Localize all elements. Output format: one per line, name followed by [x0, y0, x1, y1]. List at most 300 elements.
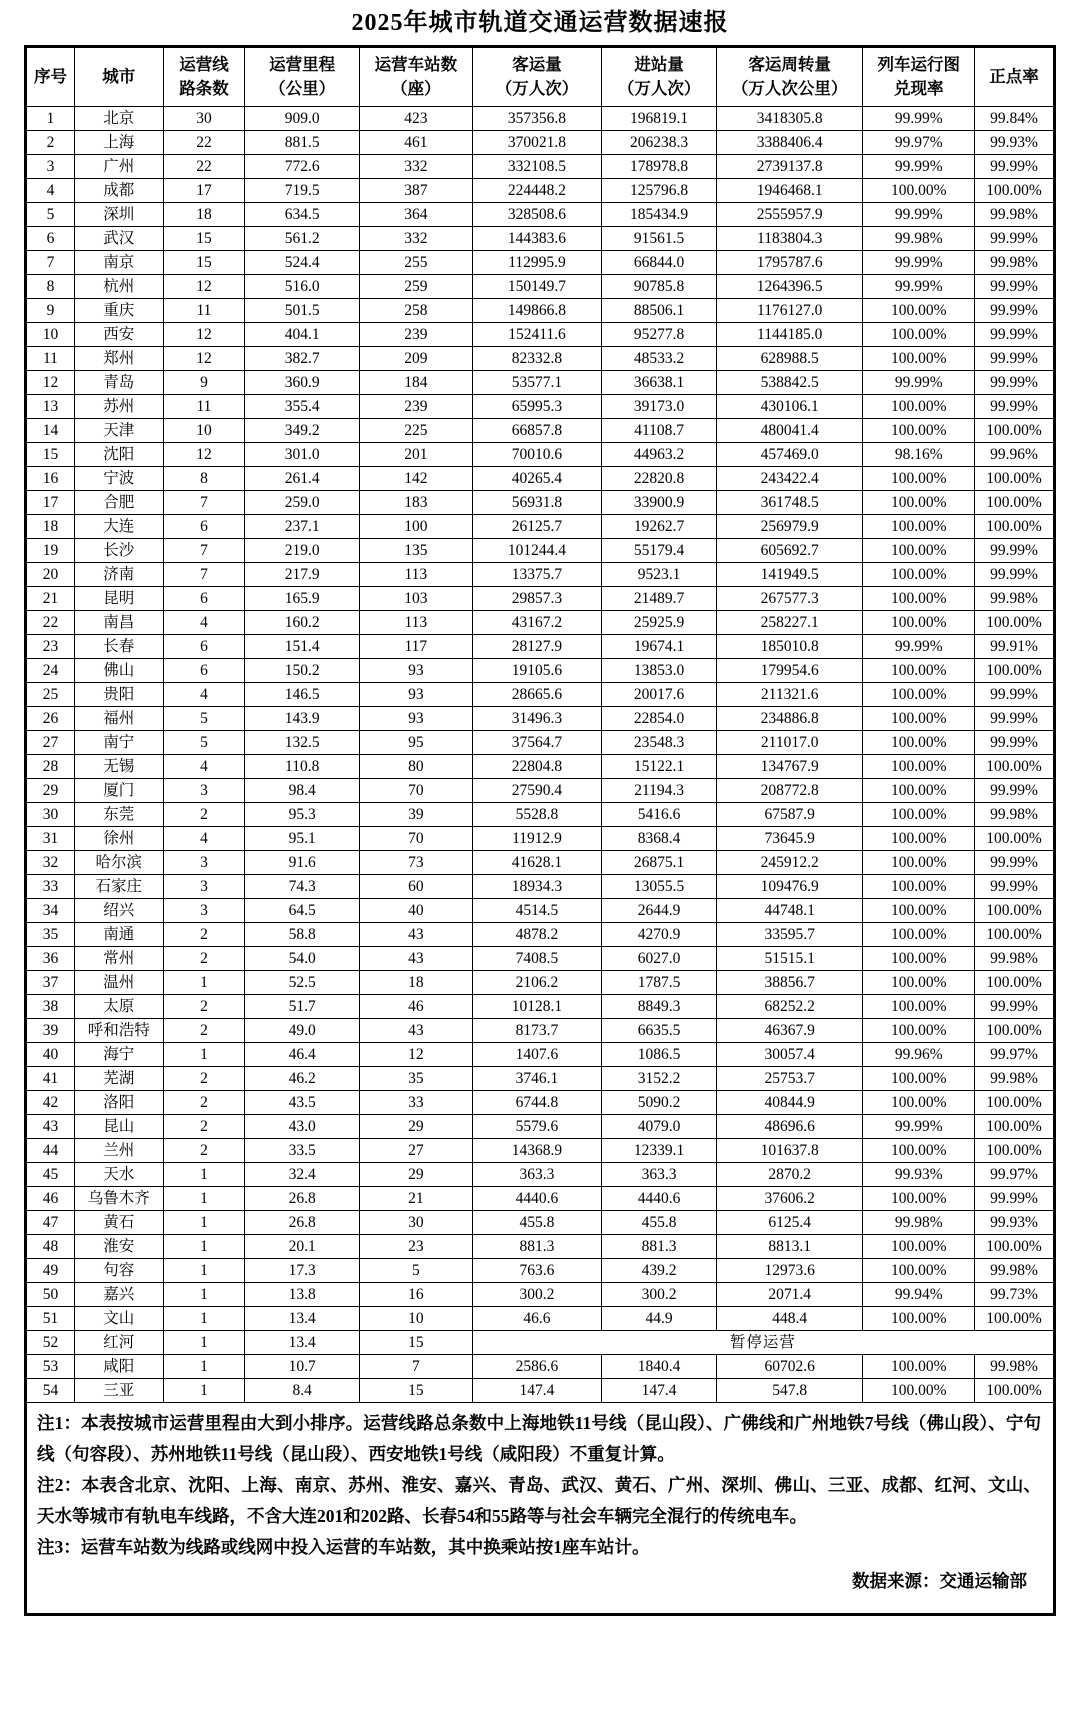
table-cell: 1183804.3 — [716, 227, 863, 251]
table-cell: 561.2 — [245, 227, 360, 251]
table-cell: 21194.3 — [602, 779, 717, 803]
table-cell: 73645.9 — [716, 827, 863, 851]
table-cell: 20.1 — [245, 1235, 360, 1259]
table-cell: 42 — [26, 1091, 75, 1115]
table-row — [26, 299, 1055, 323]
table-cell: 54 — [26, 1379, 75, 1403]
table-cell: 37 — [26, 971, 75, 995]
table-cell: 364 — [359, 203, 472, 227]
table-cell: 184 — [359, 371, 472, 395]
table-cell: 142 — [359, 467, 472, 491]
table-cell: 2071.4 — [716, 1283, 863, 1307]
table-cell: 382.7 — [245, 347, 360, 371]
table-cell: 1 — [163, 1307, 245, 1331]
table-cell: 35 — [359, 1067, 472, 1091]
table-cell: 厦门 — [74, 779, 163, 803]
table-cell: 43 — [359, 947, 472, 971]
table-cell: 100.00% — [863, 395, 975, 419]
table-cell: 5090.2 — [602, 1091, 717, 1115]
table-cell: 99.99% — [975, 563, 1055, 587]
table-cell: 41 — [26, 1067, 75, 1091]
table-cell: 48696.6 — [716, 1115, 863, 1139]
table-cell: 1 — [163, 1379, 245, 1403]
table-cell: 40 — [26, 1043, 75, 1067]
table-cell: 99.99% — [975, 275, 1055, 299]
table-cell: 24 — [26, 659, 75, 683]
table-cell: 185434.9 — [602, 203, 717, 227]
table-cell: 32.4 — [245, 1163, 360, 1187]
table-cell: 温州 — [74, 971, 163, 995]
table-cell: 1264396.5 — [716, 275, 863, 299]
table-row — [26, 323, 1055, 347]
table-cell: 100.00% — [863, 1019, 975, 1043]
table-cell: 99.97% — [975, 1163, 1055, 1187]
table-row — [26, 179, 1055, 203]
table-cell: 100.00% — [863, 179, 975, 203]
table-cell: 209 — [359, 347, 472, 371]
table-cell: 7408.5 — [472, 947, 602, 971]
table-cell: 11912.9 — [472, 827, 602, 851]
table-cell: 10.7 — [245, 1355, 360, 1379]
table-cell: 763.6 — [472, 1259, 602, 1283]
table-cell: 82332.8 — [472, 347, 602, 371]
table-cell: 100.00% — [975, 1235, 1055, 1259]
table-cell: 20 — [26, 563, 75, 587]
table-cell: 5 — [163, 707, 245, 731]
table-cell: 1 — [163, 1187, 245, 1211]
table-cell: 261.4 — [245, 467, 360, 491]
table-cell: 17 — [26, 491, 75, 515]
table-cell: 12 — [163, 443, 245, 467]
table-cell: 49.0 — [245, 1019, 360, 1043]
table-cell: 无锡 — [74, 755, 163, 779]
table-cell: 3418305.8 — [716, 107, 863, 131]
table-cell: 2 — [163, 947, 245, 971]
table-cell: 99.99% — [975, 155, 1055, 179]
table-row — [26, 947, 1055, 971]
table-cell: 355.4 — [245, 395, 360, 419]
table-cell: 2 — [163, 1139, 245, 1163]
table-cell: 26 — [26, 707, 75, 731]
table-cell: 99.98% — [975, 947, 1055, 971]
table-cell: 100.00% — [863, 1187, 975, 1211]
table-cell: 17.3 — [245, 1259, 360, 1283]
table-cell: 100.00% — [863, 659, 975, 683]
table-cell: 4 — [163, 827, 245, 851]
table-cell: 52 — [26, 1331, 75, 1355]
table-cell: 423 — [359, 107, 472, 131]
table-cell: 217.9 — [245, 563, 360, 587]
table-cell: 6 — [163, 659, 245, 683]
table-cell: 1086.5 — [602, 1043, 717, 1067]
table-cell: 15122.1 — [602, 755, 717, 779]
table-cell: 昆明 — [74, 587, 163, 611]
table-cell: 99.99% — [975, 227, 1055, 251]
table-cell: 12 — [26, 371, 75, 395]
table-cell: 99.97% — [863, 131, 975, 155]
col-header-6: 客运量 （万人次） — [472, 47, 602, 107]
table-cell: 100.00% — [975, 491, 1055, 515]
table-cell: 6635.5 — [602, 1019, 717, 1043]
table-cell: 100.00% — [863, 515, 975, 539]
table-cell: 100.00% — [863, 803, 975, 827]
table-row — [26, 803, 1055, 827]
table-cell: 贵阳 — [74, 683, 163, 707]
table-cell: 100.00% — [863, 491, 975, 515]
table-cell: 13.4 — [245, 1331, 360, 1355]
col-header-5: 运营车站数 （座） — [359, 47, 472, 107]
table-row — [26, 1187, 1055, 1211]
table-cell: 363.3 — [602, 1163, 717, 1187]
table-cell: 40844.9 — [716, 1091, 863, 1115]
table-row — [26, 1091, 1055, 1115]
table-cell: 12 — [163, 347, 245, 371]
table-cell: 石家庄 — [74, 875, 163, 899]
table-cell: 2 — [163, 803, 245, 827]
table-cell: 44 — [26, 1139, 75, 1163]
table-cell: 224448.2 — [472, 179, 602, 203]
table-cell: 100.00% — [863, 875, 975, 899]
table-cell: 11 — [163, 395, 245, 419]
table-cell: 99.99% — [975, 875, 1055, 899]
table-cell: 15 — [26, 443, 75, 467]
table-cell: 30057.4 — [716, 1043, 863, 1067]
table-cell: 100.00% — [863, 1139, 975, 1163]
table-cell: 99.98% — [975, 203, 1055, 227]
table-cell: 兰州 — [74, 1139, 163, 1163]
table-cell: 12339.1 — [602, 1139, 717, 1163]
table-row — [26, 491, 1055, 515]
suspended-operation-cell: 暂停运营 — [472, 1331, 1054, 1355]
table-cell: 225 — [359, 419, 472, 443]
table-cell: 6 — [163, 587, 245, 611]
table-cell: 8 — [163, 467, 245, 491]
note-line: 注1：本表按城市运营里程由大到小排序。运营线路总条数中上海地铁11号线（昆山段）、广佛线和广州地铁7号线（佛山段）、宁句线（句容段）、苏州地铁11号线（昆山段）、西安地铁1号线（咸阳段）不重复计算。 — [37, 1413, 1041, 1464]
table-row — [26, 923, 1055, 947]
table-cell: 芜湖 — [74, 1067, 163, 1091]
table-row — [26, 1355, 1055, 1379]
table-cell: 100.00% — [863, 1307, 975, 1331]
table-cell: 14 — [26, 419, 75, 443]
table-cell: 160.2 — [245, 611, 360, 635]
table-cell: 99.98% — [975, 251, 1055, 275]
table-cell: 152411.6 — [472, 323, 602, 347]
table-cell: 66844.0 — [602, 251, 717, 275]
table-cell: 22804.8 — [472, 755, 602, 779]
table-cell: 4270.9 — [602, 923, 717, 947]
table-cell: 26.8 — [245, 1187, 360, 1211]
table-row — [26, 1259, 1055, 1283]
table-cell: 1 — [163, 1259, 245, 1283]
table-cell: 48533.2 — [602, 347, 717, 371]
table-cell: 15 — [359, 1379, 472, 1403]
table-cell: 常州 — [74, 947, 163, 971]
table-cell: 480041.4 — [716, 419, 863, 443]
table-cell: 43 — [26, 1115, 75, 1139]
table-cell: 134767.9 — [716, 755, 863, 779]
table-cell: 387 — [359, 179, 472, 203]
table-cell: 360.9 — [245, 371, 360, 395]
table-cell: 1840.4 — [602, 1355, 717, 1379]
table-cell: 99.98% — [975, 587, 1055, 611]
table-cell: 178978.8 — [602, 155, 717, 179]
table-cell: 23548.3 — [602, 731, 717, 755]
table-cell: 太原 — [74, 995, 163, 1019]
table-cell: 48 — [26, 1235, 75, 1259]
table-cell: 51 — [26, 1307, 75, 1331]
table-cell: 99.97% — [975, 1043, 1055, 1067]
table-cell: 3 — [163, 851, 245, 875]
table-cell: 99.99% — [863, 371, 975, 395]
table-cell: 99.99% — [975, 1187, 1055, 1211]
table-cell: 39 — [26, 1019, 75, 1043]
table-cell: 武汉 — [74, 227, 163, 251]
table-cell: 洛阳 — [74, 1091, 163, 1115]
table-cell: 12 — [359, 1043, 472, 1067]
table-cell: 95 — [359, 731, 472, 755]
table-cell: 5579.6 — [472, 1115, 602, 1139]
table-cell: 上海 — [74, 131, 163, 155]
table-cell: 43 — [359, 923, 472, 947]
table-cell: 51.7 — [245, 995, 360, 1019]
table-cell: 40265.4 — [472, 467, 602, 491]
table-cell: 117 — [359, 635, 472, 659]
table-cell: 100.00% — [863, 851, 975, 875]
table-cell: 99.96% — [863, 1043, 975, 1067]
table-cell: 201 — [359, 443, 472, 467]
table-cell: 99.99% — [863, 251, 975, 275]
table-cell: 苏州 — [74, 395, 163, 419]
table-cell: 9 — [26, 299, 75, 323]
table-row — [26, 659, 1055, 683]
table-cell: 239 — [359, 323, 472, 347]
table-cell: 113 — [359, 563, 472, 587]
table-cell: 23 — [359, 1235, 472, 1259]
table-cell: 99.93% — [975, 1211, 1055, 1235]
table-cell: 22 — [163, 131, 245, 155]
table-cell: 25753.7 — [716, 1067, 863, 1091]
table-cell: 100.00% — [975, 1379, 1055, 1403]
table-row — [26, 683, 1055, 707]
table-cell: 99.99% — [975, 299, 1055, 323]
table-cell: 51515.1 — [716, 947, 863, 971]
table-cell: 99.99% — [975, 707, 1055, 731]
table-cell: 99.99% — [863, 635, 975, 659]
table-cell: 29 — [359, 1163, 472, 1187]
table-cell: 100.00% — [863, 827, 975, 851]
header-row — [26, 47, 1055, 107]
table-cell: 60 — [359, 875, 472, 899]
table-cell: 56931.8 — [472, 491, 602, 515]
table-cell: 363.3 — [472, 1163, 602, 1187]
table-cell: 2555957.9 — [716, 203, 863, 227]
table-cell: 33 — [26, 875, 75, 899]
table-cell: 2870.2 — [716, 1163, 863, 1187]
table-cell: 99.99% — [863, 107, 975, 131]
table-cell: 2 — [163, 995, 245, 1019]
table-cell: 6027.0 — [602, 947, 717, 971]
table-cell: 41628.1 — [472, 851, 602, 875]
table-cell: 54.0 — [245, 947, 360, 971]
table-cell: 234886.8 — [716, 707, 863, 731]
table-cell: 100.00% — [975, 899, 1055, 923]
table-body — [26, 107, 1055, 1403]
table-cell: 2 — [163, 1091, 245, 1115]
table-cell: 300.2 — [472, 1283, 602, 1307]
table-cell: 99.99% — [975, 323, 1055, 347]
table-cell: 147.4 — [472, 1379, 602, 1403]
table-cell: 39 — [359, 803, 472, 827]
table-cell: 99.99% — [975, 683, 1055, 707]
table-cell: 19105.6 — [472, 659, 602, 683]
table-row — [26, 1019, 1055, 1043]
note-line: 注2：本表含北京、沈阳、上海、南京、苏州、淮安、嘉兴、青岛、武汉、黄石、广州、深圳、佛山、三亚、成都、红河、文山、天水等城市有轨电车线路，不含大连201和202路、长春54和55路等与社会车辆完全混行的传统电车。 — [37, 1475, 1041, 1526]
table-cell: 南宁 — [74, 731, 163, 755]
table-cell: 100.00% — [975, 611, 1055, 635]
col-header-9: 列车运行图 兑现率 — [863, 47, 975, 107]
table-cell: 100.00% — [863, 587, 975, 611]
table-cell: 27590.4 — [472, 779, 602, 803]
col-header-7: 进站量 （万人次） — [602, 47, 717, 107]
table-cell: 33900.9 — [602, 491, 717, 515]
table-cell: 33.5 — [245, 1139, 360, 1163]
table-cell: 538842.5 — [716, 371, 863, 395]
table-cell: 1795787.6 — [716, 251, 863, 275]
col-header-3: 运营线 路条数 — [163, 47, 245, 107]
table-cell: 58.8 — [245, 923, 360, 947]
table-cell: 628988.5 — [716, 347, 863, 371]
table-cell: 2 — [163, 923, 245, 947]
table-cell: 18 — [26, 515, 75, 539]
table-cell: 100.00% — [863, 611, 975, 635]
table-cell: 99.99% — [975, 539, 1055, 563]
table-cell: 88506.1 — [602, 299, 717, 323]
table-cell: 天津 — [74, 419, 163, 443]
table-cell: 11 — [163, 299, 245, 323]
table-row — [26, 971, 1055, 995]
table-cell: 99.99% — [975, 347, 1055, 371]
table-cell: 4 — [163, 683, 245, 707]
table-cell: 27 — [359, 1139, 472, 1163]
table-cell: 7 — [163, 491, 245, 515]
note-line: 注3：运营车站数为线路或线网中投入运营的车站数，其中换乘站按1座车站计。 — [37, 1537, 650, 1557]
table-cell: 5 — [359, 1259, 472, 1283]
table-cell: 西安 — [74, 323, 163, 347]
table-cell: 100.00% — [975, 179, 1055, 203]
table-cell: 99.99% — [975, 371, 1055, 395]
table-cell: 132.5 — [245, 731, 360, 755]
table-cell: 196819.1 — [602, 107, 717, 131]
table-cell: 100 — [359, 515, 472, 539]
table-cell: 60702.6 — [716, 1355, 863, 1379]
table-cell: 33 — [359, 1091, 472, 1115]
table-cell: 46 — [26, 1187, 75, 1211]
table-cell: 1 — [26, 107, 75, 131]
table-row — [26, 107, 1055, 131]
table-cell: 南昌 — [74, 611, 163, 635]
table-cell: 39173.0 — [602, 395, 717, 419]
table-row — [26, 539, 1055, 563]
table-cell: 100.00% — [863, 971, 975, 995]
table-cell: 长沙 — [74, 539, 163, 563]
table-cell: 100.00% — [863, 947, 975, 971]
table-cell: 28 — [26, 755, 75, 779]
table-row — [26, 899, 1055, 923]
table-row — [26, 995, 1055, 1019]
table-cell: 12 — [163, 275, 245, 299]
table-cell: 100.00% — [863, 419, 975, 443]
table-cell: 25 — [26, 683, 75, 707]
table-cell: 49 — [26, 1259, 75, 1283]
table-cell: 1 — [163, 971, 245, 995]
table-row — [26, 251, 1055, 275]
table-cell: 98.4 — [245, 779, 360, 803]
table-cell: 53 — [26, 1355, 75, 1379]
table-cell: 332108.5 — [472, 155, 602, 179]
table-cell: 457469.0 — [716, 443, 863, 467]
table-cell: 21 — [26, 587, 75, 611]
table-cell: 99.99% — [975, 395, 1055, 419]
table-cell: 三亚 — [74, 1379, 163, 1403]
table-cell: 16 — [359, 1283, 472, 1307]
table-cell: 10 — [26, 323, 75, 347]
table-cell: 12 — [163, 323, 245, 347]
table-cell: 68252.2 — [716, 995, 863, 1019]
table-cell: 13055.5 — [602, 875, 717, 899]
table-cell: 17 — [163, 179, 245, 203]
table-row — [26, 1163, 1055, 1187]
table-cell: 149866.8 — [472, 299, 602, 323]
table-cell: 6 — [163, 635, 245, 659]
table-cell: 90785.8 — [602, 275, 717, 299]
table-cell: 2 — [26, 131, 75, 155]
table-cell: 103 — [359, 587, 472, 611]
table-cell: 98.16% — [863, 443, 975, 467]
table-cell: 1946468.1 — [716, 179, 863, 203]
table-row — [26, 227, 1055, 251]
table-cell: 165.9 — [245, 587, 360, 611]
table-cell: 144383.6 — [472, 227, 602, 251]
table-cell: 634.5 — [245, 203, 360, 227]
table-cell: 8368.4 — [602, 827, 717, 851]
table-cell: 哈尔滨 — [74, 851, 163, 875]
table-cell: 141949.5 — [716, 563, 863, 587]
table-cell: 21489.7 — [602, 587, 717, 611]
table-cell: 206238.3 — [602, 131, 717, 155]
table-cell: 99.98% — [863, 1211, 975, 1235]
table-cell: 20017.6 — [602, 683, 717, 707]
table-cell: 南京 — [74, 251, 163, 275]
table-cell: 深圳 — [74, 203, 163, 227]
table-cell: 881.3 — [602, 1235, 717, 1259]
table-cell: 37564.7 — [472, 731, 602, 755]
table-cell: 1 — [163, 1163, 245, 1187]
table-cell: 44748.1 — [716, 899, 863, 923]
table-cell: 4 — [163, 755, 245, 779]
table-cell: 99.98% — [975, 1259, 1055, 1283]
table-cell: 143.9 — [245, 707, 360, 731]
table-cell: 东莞 — [74, 803, 163, 827]
table-cell: 38856.7 — [716, 971, 863, 995]
table-row — [26, 875, 1055, 899]
table-cell: 3152.2 — [602, 1067, 717, 1091]
table-cell: 7 — [163, 539, 245, 563]
table-cell: 99.93% — [863, 1163, 975, 1187]
table-cell: 6 — [163, 515, 245, 539]
table-cell: 208772.8 — [716, 779, 863, 803]
table-cell: 125796.8 — [602, 179, 717, 203]
table-cell: 70010.6 — [472, 443, 602, 467]
